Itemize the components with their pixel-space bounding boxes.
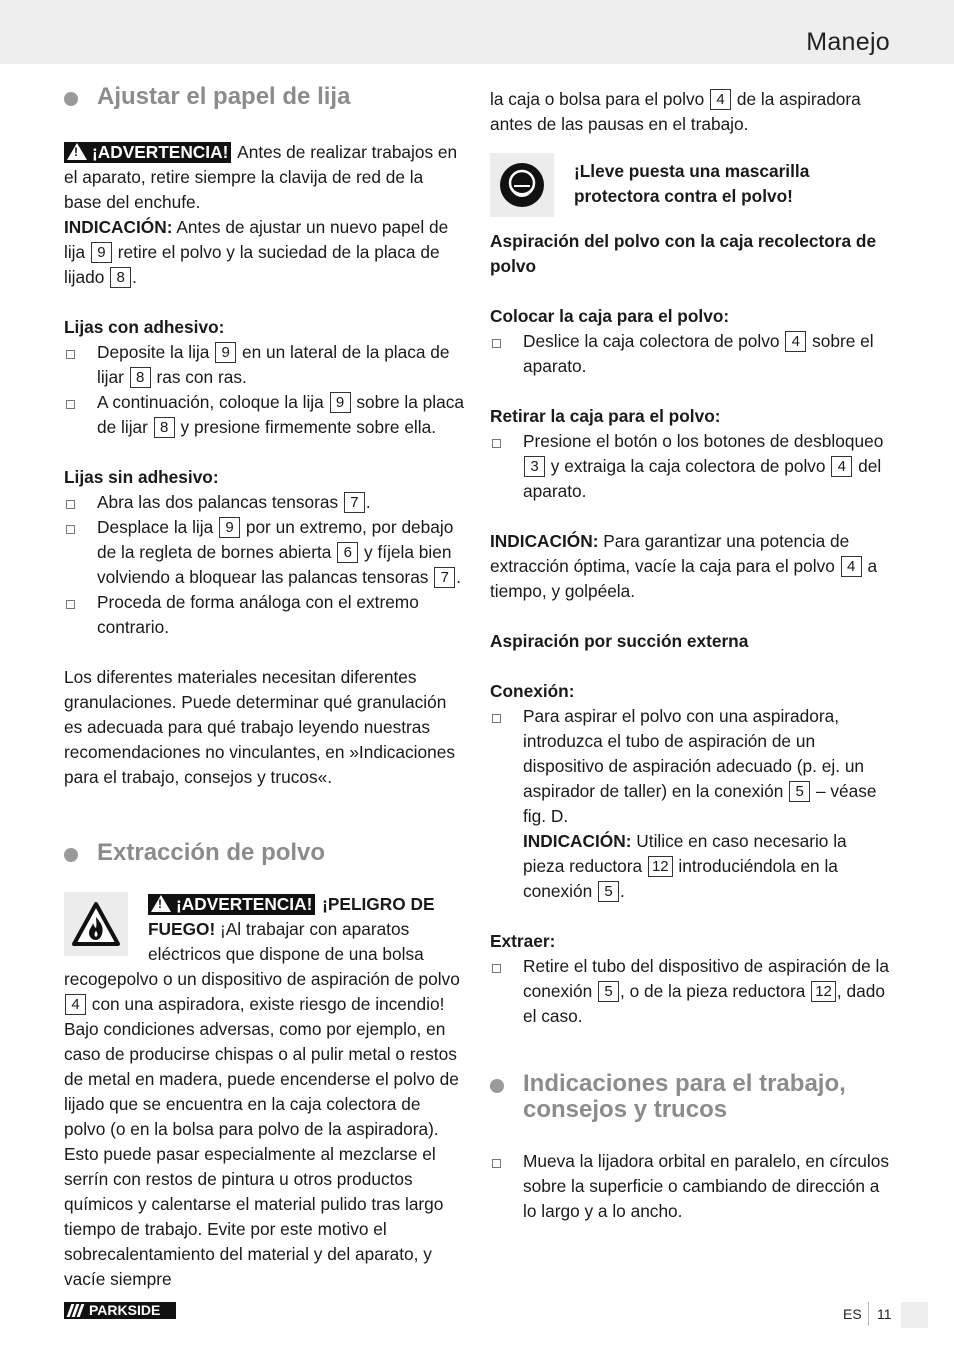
- list: [64, 490, 464, 640]
- language-code: ES: [843, 1306, 862, 1322]
- ref-number: 5: [598, 981, 619, 1002]
- footer-band: [901, 1302, 928, 1328]
- subheading: Aspiración por succión externa: [490, 631, 749, 651]
- warning-paragraph: !¡ADVERTENCIA! Antes de realizar trabajos en el aparato, retire siempre la clavija de red de la base del enchufe.: [64, 140, 464, 215]
- page-title: Manejo: [806, 28, 890, 56]
- list-item: Abra las dos palancas tensoras 7 .: [64, 490, 464, 515]
- warning-icon: [151, 895, 171, 912]
- list-item: A continuación, coloque la lija 9 sobre la placa de lijar 8 y presione firmemente sobre ella.: [64, 390, 464, 440]
- subheading: Retirar la caja para el polvo:: [490, 406, 721, 426]
- warning-icon: [67, 143, 87, 160]
- body-paragraph: Los diferentes materiales necesitan diferentes granulaciones. Puede determinar qué granulación es adecuada para qué trabajo leyendo nuestras recomendaciones no vinculantes, en »Indicaciones para el trabajo, consejos y trucos«.: [64, 667, 455, 787]
- warning-badge: !¡ADVERTENCIA!: [148, 894, 315, 915]
- subheading: Extraer:: [490, 931, 556, 951]
- list: [490, 954, 890, 1029]
- bullet-icon: [64, 848, 78, 862]
- bullet-icon: [64, 92, 78, 106]
- ref-number: 3: [524, 456, 545, 477]
- right-column: [490, 87, 890, 1224]
- ref-number: 8: [130, 367, 151, 388]
- ref-number: 9: [330, 392, 351, 413]
- ref-number: 12: [648, 856, 673, 877]
- ref-number: 9: [215, 342, 236, 363]
- note-paragraph: INDICACIÓN: Para garantizar una potencia de extracción óptima, vacíe la caja para el polvo 4 a tiempo, y golpéela.: [490, 531, 878, 601]
- footer-divider: [868, 1302, 869, 1326]
- bullet-icon: [490, 1079, 504, 1093]
- ref-number: 4: [785, 331, 806, 352]
- list-item: Presione el botón o los botones de desbloqueo 3 y extraiga la caja colectora de polvo 4 del aparato.: [490, 429, 890, 504]
- section-heading: Ajustar el papel de lija: [64, 84, 464, 110]
- ref-number: 4: [831, 456, 852, 477]
- brand-logo: PARKSIDE: [64, 1302, 176, 1319]
- ref-number: 6: [337, 542, 358, 563]
- ref-number: 9: [91, 242, 112, 263]
- list: [64, 340, 464, 440]
- ref-number: 4: [65, 994, 86, 1015]
- note-paragraph: INDICACIÓN: Antes de ajustar un nuevo papel de lija 9 retire el polvo y la suciedad de la placa de lijado 8 .: [64, 217, 449, 287]
- warning-badge: !¡ADVERTENCIA!: [64, 142, 231, 163]
- ref-number: 12: [811, 981, 836, 1002]
- left-column: [64, 80, 464, 1292]
- subheading: Conexión:: [490, 681, 575, 701]
- dust-mask-icon: [490, 153, 554, 217]
- subheading: Aspiración del polvo con la caja recolectora de polvo: [490, 231, 877, 276]
- ref-number: 9: [219, 517, 240, 538]
- ref-number: 7: [434, 567, 455, 588]
- list: [490, 704, 890, 904]
- subheading: Lijas sin adhesivo:: [64, 467, 219, 487]
- ref-number: 4: [841, 556, 862, 577]
- ref-number: 8: [110, 267, 131, 288]
- list: [490, 429, 890, 504]
- fire-warning: !¡ADVERTENCIA! ¡PELIGRO DE FUEGO! ¡Al trabajar con aparatos eléctricos que dispone de una bolsa recogepolvo o un dispositivo de aspiración de polvo 4 con una aspiradora, existe riesgo de incendio! Bajo condiciones adversas, como por ejemplo, en caso de producirse chispas o al pulir metal o restos de metal en madera, puede encenderse el polvo de lijado que se encuentra en la caja colectora de polvo (o en la bolsa para polvo de la aspiradora). Esto puede pasar especialmente al mezclarse el serrín con restos de pintura u otros productos químicos y calentarse el material pulido tras largo tiempo de trabajo. Evite por este motivo el sobrecalentamiento del material y del aparato, y vacíe siempre: [64, 892, 464, 1292]
- ref-number: 7: [344, 492, 365, 513]
- list-item: Deposite la lija 9 en un lateral de la placa de lijar 8 ras con ras.: [64, 340, 464, 390]
- fire-hazard-icon: [64, 892, 128, 956]
- ref-number: 8: [154, 417, 175, 438]
- section-heading: Extracción de polvo: [64, 840, 464, 866]
- subheading: Colocar la caja para el polvo:: [490, 306, 730, 326]
- list-item: Para aspirar el polvo con una aspiradora, introduzca el tubo de aspiración de un dispositivo de aspiración adecuado (p. ej. un aspirador de taller) en la conexión 5 – véase fig. D. INDICACIÓN: Utilice en caso necesario la pieza reductora 12 introduciéndola en la conexión 5 .: [490, 704, 890, 904]
- ref-number: 5: [598, 881, 619, 902]
- page-number: 11: [877, 1306, 892, 1322]
- ref-number: 4: [710, 89, 731, 110]
- section-heading: Indicaciones para el trabajo, consejos y trucos: [490, 1071, 890, 1123]
- list-item: Desplace la lija 9 por un extremo, por debajo de la regleta de bornes abierta 6 y fíjela bien volviendo a bloquear las palancas tensoras 7 .: [64, 515, 464, 590]
- list-item: Mueva la lijadora orbital en paralelo, en círculos sobre la superficie o cambiando de dirección a lo largo y a lo ancho.: [490, 1149, 890, 1224]
- list-item: Deslice la caja colectora de polvo 4 sobre el aparato.: [490, 329, 890, 379]
- list: [490, 329, 890, 379]
- list-item: Proceda de forma análoga con el extremo contrario.: [64, 590, 464, 640]
- subheading: Lijas con adhesivo:: [64, 317, 225, 337]
- ref-number: 5: [789, 781, 810, 802]
- list-item: Retire el tubo del dispositivo de aspiración de la conexión 5 , o de la pieza reductora 12 , dado el caso.: [490, 954, 890, 1029]
- logo-stripes-icon: [64, 1302, 86, 1319]
- list: [490, 1149, 890, 1224]
- body-paragraph: la caja o bolsa para el polvo 4 de la aspiradora antes de las pausas en el trabajo.: [490, 89, 861, 134]
- mask-instruction: ¡Lleve puesta una mascarilla protectora contra el polvo!: [490, 153, 890, 217]
